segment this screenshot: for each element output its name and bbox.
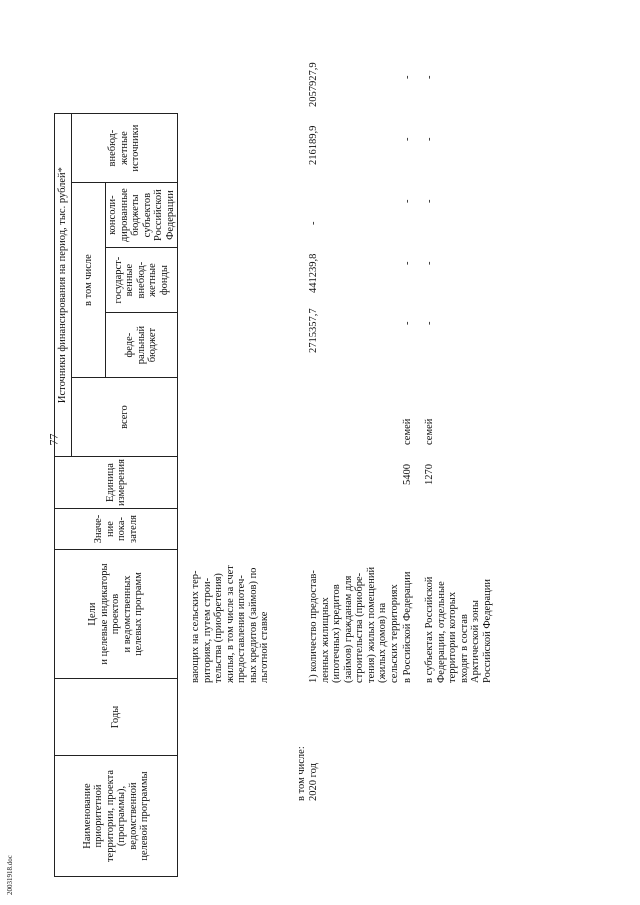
header-in-that: в том числе [72,183,106,378]
page-number: 77 [46,433,61,446]
header-table [54,113,178,877]
row-label: в Российской Федерации [402,571,413,683]
header-name: Наименование приоритетной территории, проекта (программы), ведомственной целевой программы [55,756,178,877]
continuation-text: вающих на сельских тер- риториях, путем строи- тельства (приобретения) жилья, в том числе за счет предоставления ипотеч- ных кредитов (займов) по льготной ставке [190,565,270,683]
header-years: Годы [55,679,178,756]
year-state: - [308,221,319,225]
header-value: Значе- ние пока- зателя [55,509,178,550]
row-state: - [402,199,413,203]
header-goals: Цели и целевые индикаторы проектов и ведомственных целевых программ [55,550,178,679]
row-fed: - [424,261,435,265]
row-regional: - [424,137,435,141]
year-label: 2020 год [308,763,319,801]
row-regional: - [402,137,413,141]
row-value: 1270 [424,464,435,485]
year-regional: 216189,9 [308,125,319,165]
row-unit: семей [424,418,435,445]
year-extra: 2057927,9 [308,62,319,107]
header-regional: консоли- дированные бюджеты субъектов Российской Федерации [106,183,178,248]
row-unit: семей [402,418,413,445]
row-extra: - [424,75,435,79]
row-state: - [424,199,435,203]
in-that-label: в том числе: [296,746,307,801]
row-label: в субъектах Российской Федерации, отдельные территории которых входят в состав Арктической зоны Российской Федерации [424,576,493,683]
header-state: государст- венные внебюд- жетные фонды [106,248,178,313]
row-value: 5400 [402,464,413,485]
header-total: всего [72,378,178,457]
header-sources: Источники финансирования на период, тыс. рублей* [55,114,72,457]
row-extra: - [402,75,413,79]
year-total: 2715357,7 [308,308,319,353]
row-total: - [424,321,435,325]
footer-filename: 20031918.doc [6,855,14,895]
header-unit: Единица измерения [55,457,178,509]
year-fed: 441239,8 [308,253,319,293]
row-total: - [402,321,413,325]
row-fed: - [402,261,413,265]
header-fed: феде- ральный бюджет [106,313,178,378]
indicator-text: 1) количество предостав- ленных жилищных (ипотечных) кредитов (займов) гражданам для строительства (приобре- тения) жилых помещений (жилых домов) на сельских территориях [308,566,400,683]
header-extra: внебюд- жетные источники [72,114,178,183]
